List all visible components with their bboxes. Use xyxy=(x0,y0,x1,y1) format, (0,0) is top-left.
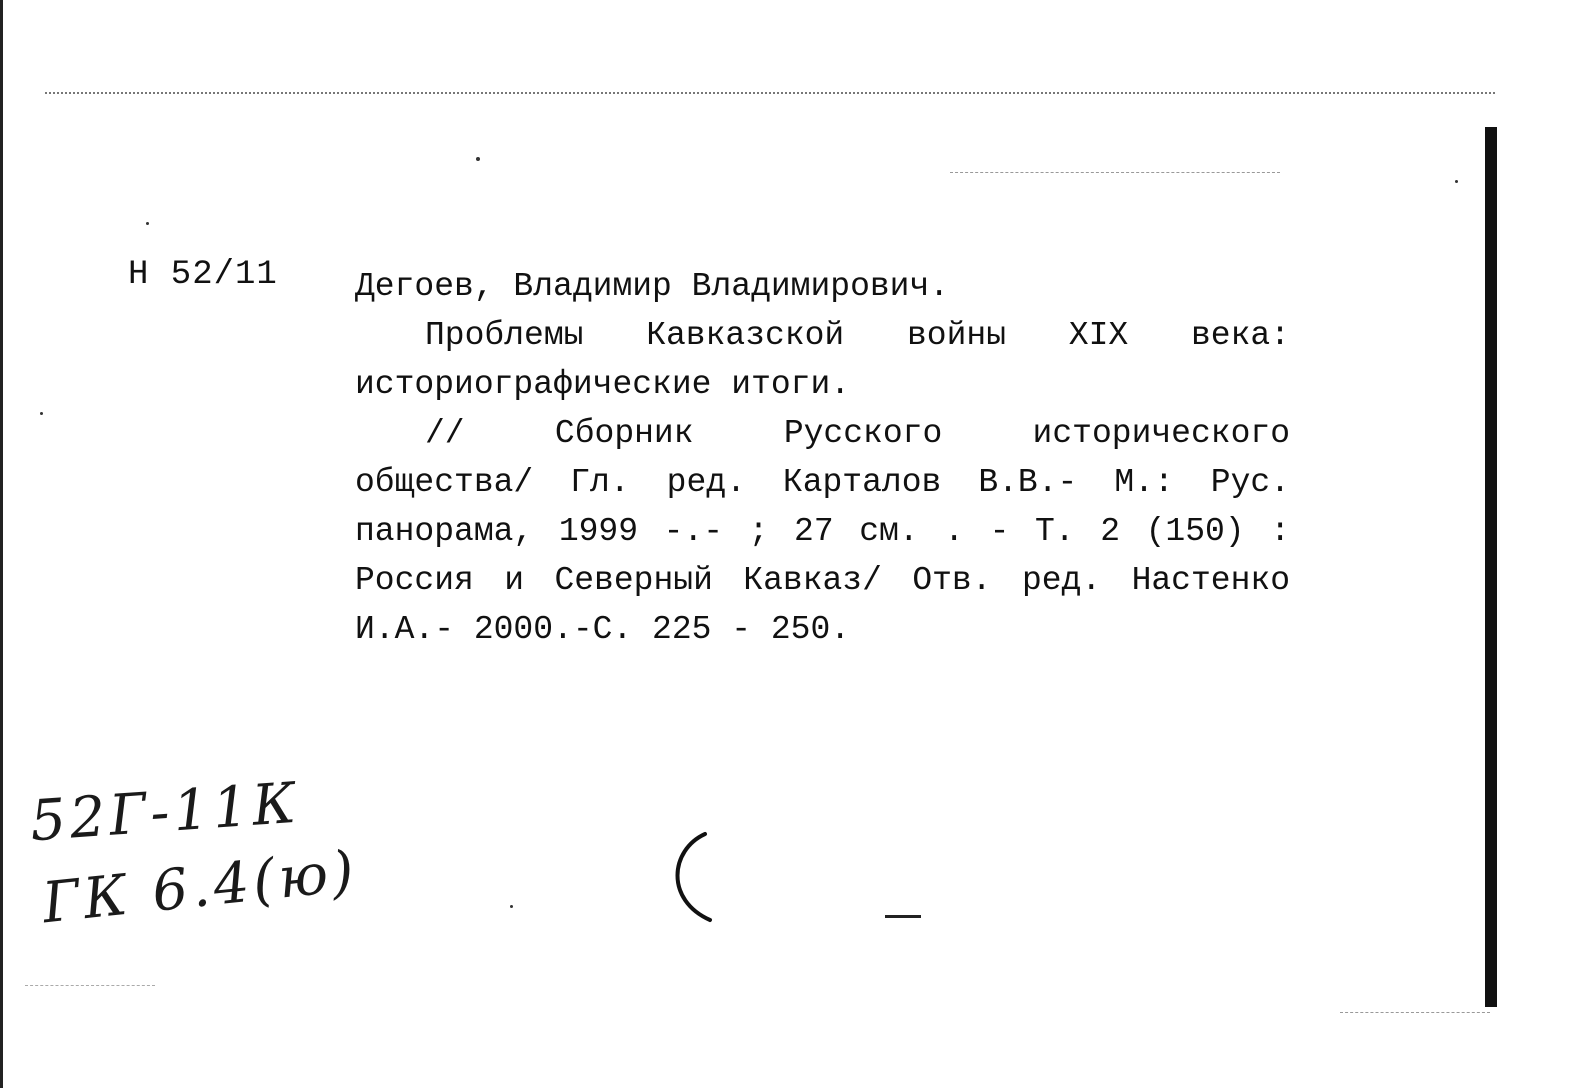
bibliographic-entry xyxy=(355,262,1290,654)
handwritten-class-mark: ГК 6.4(ю) xyxy=(39,838,361,937)
bracket-pen-mark xyxy=(660,830,740,925)
scan-speck xyxy=(146,222,149,225)
scan-speck xyxy=(40,412,43,415)
volume-line: Россия и Северный Кавказ/ Отв. ред. Настенко xyxy=(355,562,1290,599)
handwritten-shelf-mark: 52Г-11К xyxy=(28,770,302,855)
author-line: Дегоев, Владимир Владимирович. xyxy=(355,268,950,305)
title-line: Проблемы Кавказской войны XIX века: xyxy=(425,317,1290,354)
call-number: Н 52/11 xyxy=(128,256,278,294)
scan-speck xyxy=(476,157,480,161)
scan-speck xyxy=(1455,180,1458,183)
card-right-border xyxy=(1485,127,1497,1007)
publication-line: панорама, 1999 -.- ; 27 см. . - Т. 2 (150) : xyxy=(355,513,1290,550)
scan-speck xyxy=(510,905,513,908)
dash-pen-mark xyxy=(885,915,921,918)
bottom-dashed-rule xyxy=(1340,1012,1490,1013)
bottom-left-dashed-rule xyxy=(25,985,155,986)
pages-line: И.А.- 2000.-С. 225 - 250. xyxy=(355,611,851,648)
top-dashed-rule xyxy=(950,172,1280,173)
source-line: // Сборник Русского исторического xyxy=(425,415,1290,452)
source-continuation-line: общества/ Гл. ред. Карталов В.В.- М.: Рус. xyxy=(355,464,1290,501)
card-left-edge xyxy=(0,0,3,1088)
top-dotted-rule xyxy=(45,92,1495,94)
title-continuation-line: историографические итоги. xyxy=(355,366,851,403)
